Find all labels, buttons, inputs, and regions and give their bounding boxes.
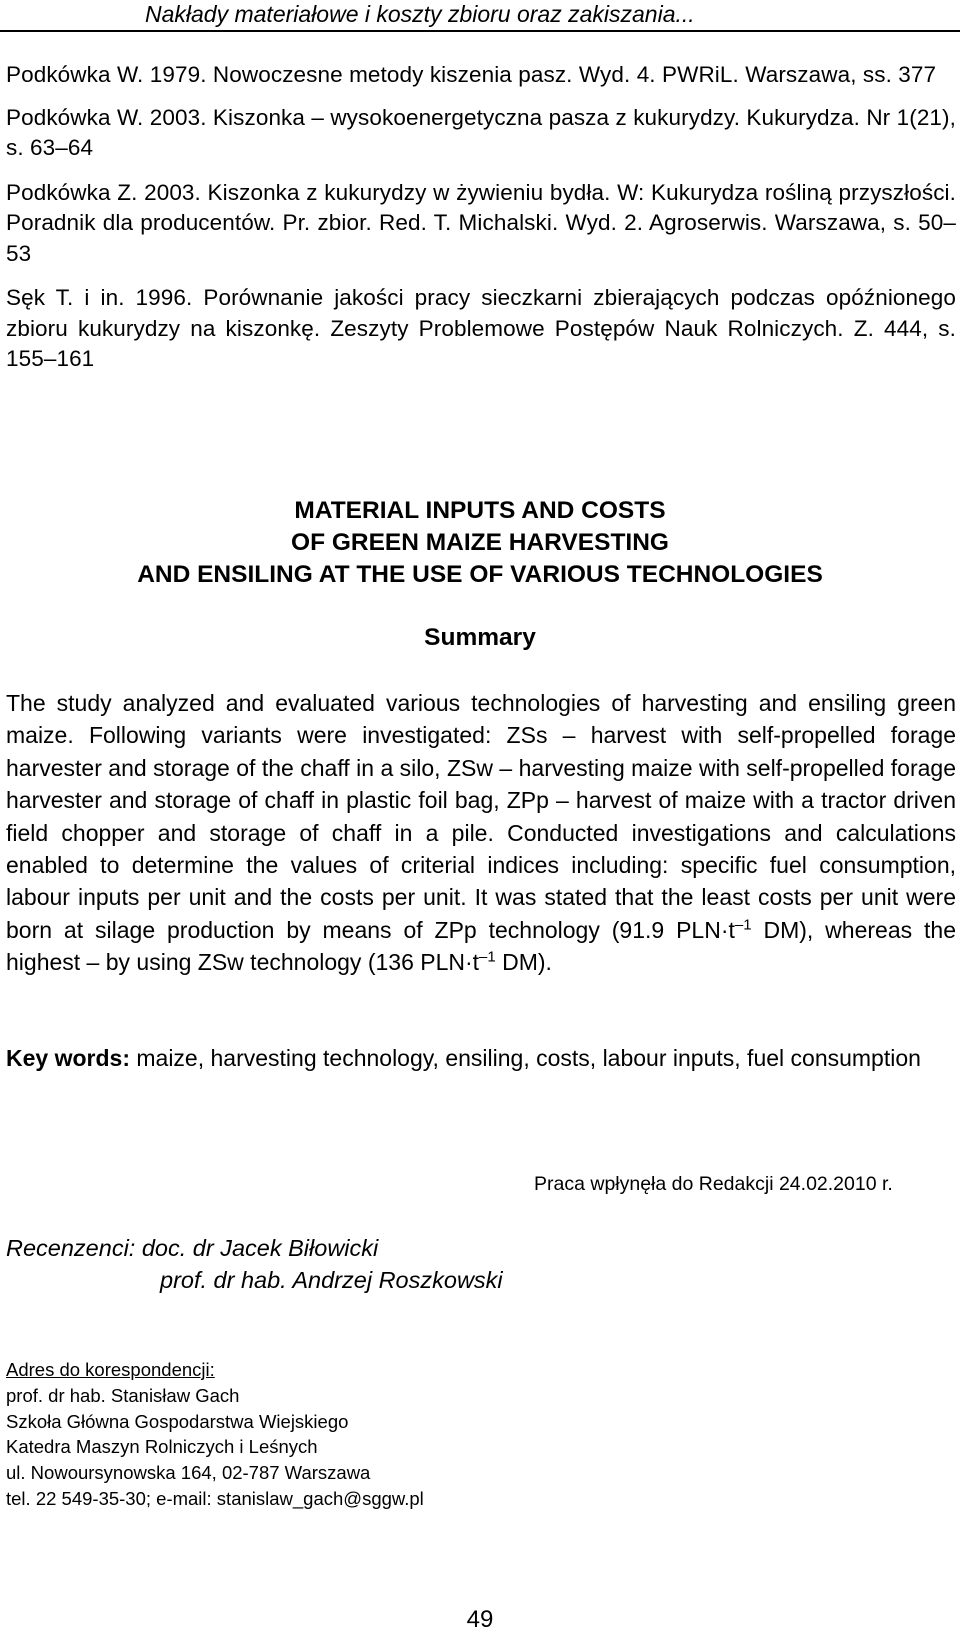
exponent: –1 — [734, 916, 752, 934]
summary-text: The study analyzed and evaluated various technologies of harvesting and ensiling green maize. Following variants were investigated: ZSs – harvest with self-propelled forage harvester and storage of the chaff in a silo, ZSw – harvesting maize with self-propelled forage harvester and storage of chaff in plastic foil bag, ZPp – harvest of maize with a tractor driven field chopper and storage of chaff in a pile. Conducted investigations and calculations enabled to determine the values of criterial indices including: specific fuel consumption, labour inputs per unit and the costs per unit. It was stated that the least costs per unit were born at silage production by means of ZPp technology (91.9 PLN·t — [6, 690, 956, 943]
summary-heading: Summary — [424, 624, 536, 651]
page-number: 49 — [466, 1606, 494, 1633]
title-line: OF GREEN MAIZE HARVESTING — [291, 529, 669, 556]
references-list — [6, 60, 956, 389]
running-title: Nakłady materiałowe i koszty zbioru oraz zakiszania... — [145, 1, 695, 27]
summary-paragraph — [6, 687, 956, 979]
correspondence-address — [6, 1357, 424, 1512]
received-date: Praca wpłynęła do Redakcji 24.02.2010 r. — [534, 1173, 893, 1195]
reviewers — [6, 1232, 503, 1296]
exponent: –1 — [479, 948, 496, 966]
reviewer-line: Recenzenci: doc. dr Jacek Biłowicki — [6, 1235, 379, 1261]
address-line: prof. dr hab. Stanisław Gach — [6, 1384, 240, 1406]
english-title — [0, 495, 960, 591]
reference-item: Podkówka Z. 2003. Kiszonka z kukurydzy w żywieniu bydła. W: Kukurydza rośliną przyszłości. Poradnik dla producentów. Pr. zbior. Red. T. Michalski. Wyd. 2. Agroserwis. Warszawa, s. 50–53 — [6, 179, 956, 266]
title-line: AND ENSILING AT THE USE OF VARIOUS TECHNOLOGIES — [137, 561, 823, 588]
running-header — [0, 0, 960, 32]
keywords-text: maize, harvesting technology, ensiling, costs, labour inputs, fuel consumption — [129, 1045, 921, 1071]
reviewer-line: prof. dr hab. Andrzej Roszkowski — [160, 1267, 503, 1293]
address-line: Katedra Maszyn Rolniczych i Leśnych — [6, 1436, 318, 1458]
address-label: Adres do korespondencji: — [6, 1359, 215, 1380]
summary-text: DM), whereas the highest – by using ZSw technology (136 PLN·t — [6, 916, 956, 976]
keywords-label: Key words: — [6, 1045, 130, 1071]
summary-text: DM). — [495, 949, 552, 976]
keywords — [6, 1042, 956, 1074]
reference-item: Sęk T. i in. 1996. Porównanie jakości pracy sieczkarni zbierających podczas opóźnionego zbioru kukurydzy na kiszonkę. Zeszyty Problemowe Postępów Nauk Rolniczych. Z. 444, s. 155–161 — [6, 285, 956, 371]
reference-item: Podkówka W. 1979. Nowoczesne metody kiszenia pasz. Wyd. 4. PWRiL. Warszawa, ss. 377 — [6, 62, 937, 87]
address-line: Szkoła Główna Gospodarstwa Wiejskiego — [6, 1410, 349, 1432]
title-line: MATERIAL INPUTS AND COSTS — [294, 497, 666, 524]
address-line: tel. 22 549-35-30; e-mail: stanislaw_gach@sggw.pl — [6, 1487, 424, 1509]
address-line: ul. Nowoursynowska 164, 02-787 Warszawa — [6, 1462, 371, 1484]
reference-item: Podkówka W. 2003. Kiszonka – wysokoenergetyczna pasza z kukurydzy. Kukurydza. Nr 1(21), s. 63–64 — [6, 104, 956, 160]
